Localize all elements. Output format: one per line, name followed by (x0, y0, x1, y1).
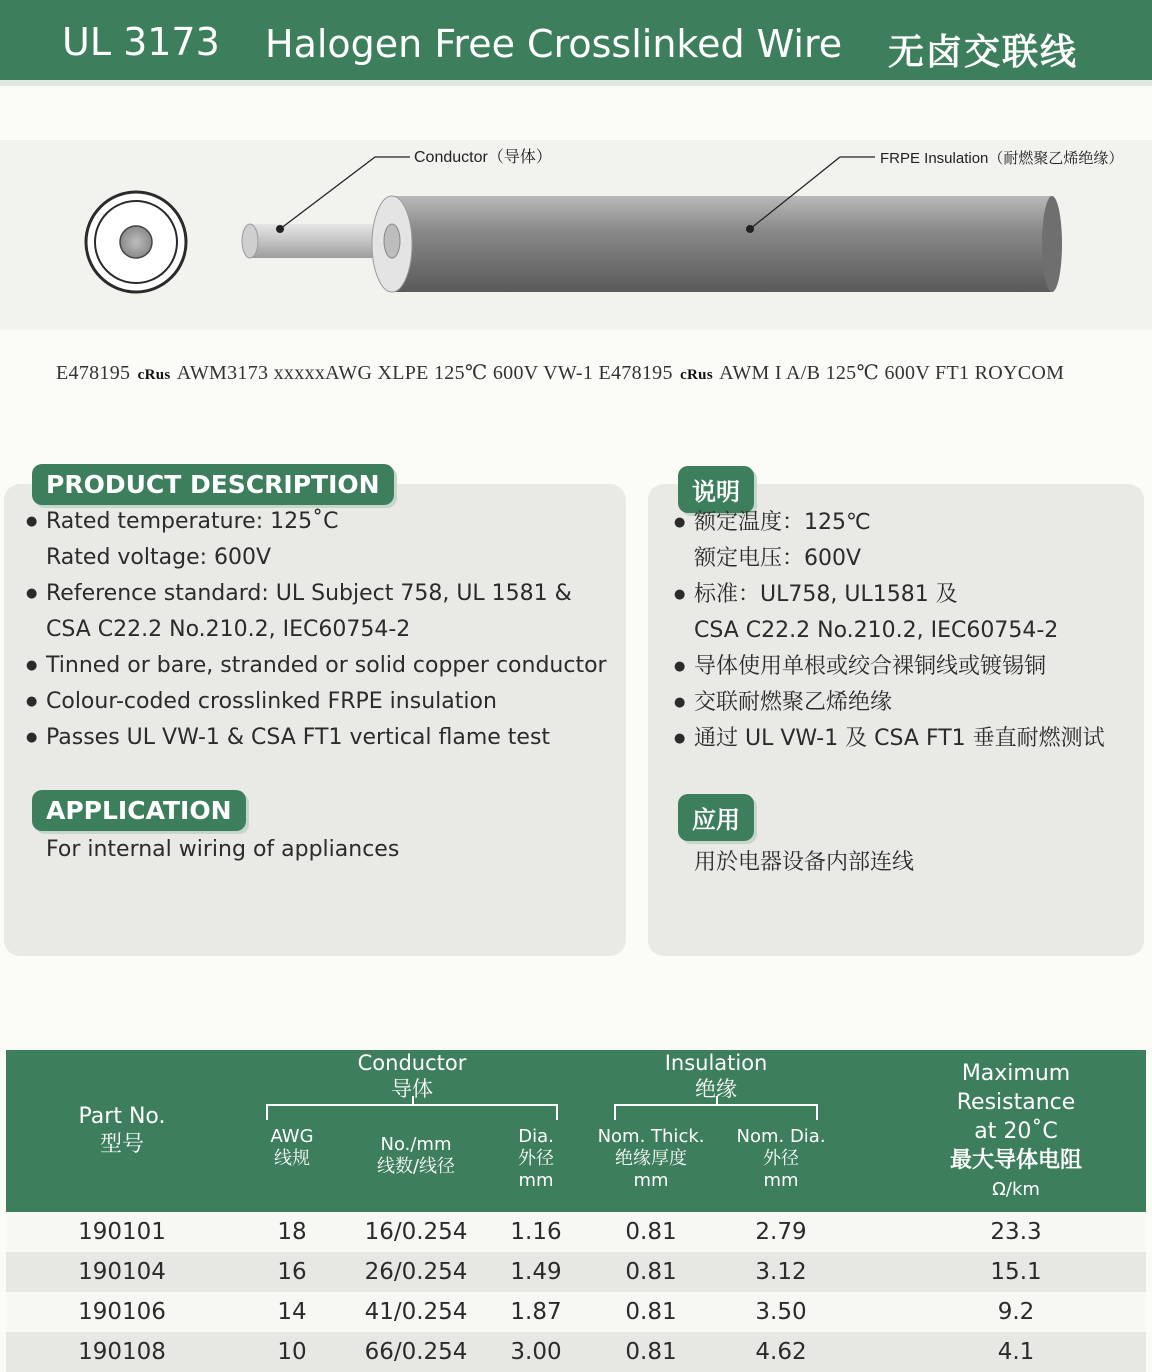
list-item: ● 交联耐燃聚乙烯绝缘 (678, 685, 1105, 721)
list-item: 额定电压：600V (694, 546, 862, 571)
ul-recognized-icon: cRus (137, 367, 171, 383)
table-row (6, 1252, 1146, 1292)
spacer-cell (846, 1332, 886, 1372)
part-no-cell: 190101 (6, 1212, 238, 1252)
list-item: ● 额定温度：125℃ (678, 505, 1105, 541)
dia-header: Dia. 外径 mm (486, 1120, 586, 1212)
cn-description-title: 说明 (678, 466, 754, 513)
resistance-cell: 23.3 (886, 1212, 1146, 1252)
wire-illustration (0, 140, 1152, 330)
nomm-cell: 26/0.254 (346, 1252, 486, 1292)
product-name-cn: 无卤交联线 (888, 32, 1079, 73)
nom-thick-cell: 0.81 (586, 1292, 716, 1332)
nom-thick-header: Nom. Thick. 绝缘厚度 mm (586, 1120, 716, 1212)
table-row (6, 1332, 1146, 1372)
dia-cell: 1.49 (486, 1252, 586, 1292)
nomm-header: No./mm 线数/线径 (346, 1120, 486, 1212)
list-item: ● 标准：UL758, UL1581 及 (678, 577, 1105, 613)
header-divider (0, 80, 1152, 86)
dia-cell: 1.16 (486, 1212, 586, 1252)
list-item: ● Passes UL VW-1 & CSA FT1 vertical flame test (30, 720, 607, 756)
list-item: ● Rated temperature: 125˚C (30, 504, 607, 540)
product-description-title: PRODUCT DESCRIPTION (32, 464, 394, 505)
conductor-header: Conductor 导体 (238, 1050, 586, 1120)
product-description-list (30, 504, 607, 756)
ul-recognized-icon-2: cRus (680, 367, 713, 383)
table-row (6, 1212, 1146, 1252)
spacer-cell (846, 1212, 886, 1252)
conductor-core (242, 224, 390, 258)
list-item: CSA C22.2 No.210.2, IEC60754-2 (694, 618, 1059, 643)
awg-cell: 10 (238, 1332, 346, 1372)
awg-header: AWG 线规 (238, 1120, 346, 1212)
cable-print-marking (56, 360, 1064, 385)
list-item: ● Tinned or bare, stranded or solid copper conductor (30, 648, 607, 684)
part-no-cell: 190108 (6, 1332, 238, 1372)
list-item: ● 通过 UL VW-1 及 CSA FT1 垂直耐燃测试 (678, 721, 1105, 757)
list-item: CSA C22.2 No.210.2, IEC60754-2 (46, 617, 411, 642)
spacer-cell (846, 1292, 886, 1332)
max-resistance-header: Maximum Resistance at 20˚C 最大导体电阻 Ω/km (886, 1050, 1146, 1212)
spec-table (6, 1050, 1146, 1372)
nomm-cell: 41/0.254 (346, 1292, 486, 1332)
nom-dia-cell: 3.12 (716, 1252, 846, 1292)
resistance-cell: 15.1 (886, 1252, 1146, 1292)
part-no-cell: 190106 (6, 1292, 238, 1332)
conductor-label: Conductor（导体） (414, 149, 552, 166)
spacer-cell (846, 1252, 886, 1292)
list-item: ● Reference standard: UL Subject 758, UL 1581 & (30, 576, 607, 612)
application-title: APPLICATION (32, 790, 246, 831)
awg-cell: 18 (238, 1212, 346, 1252)
nom-dia-cell: 3.50 (716, 1292, 846, 1332)
nom-dia-header: Nom. Dia. 外径 mm (716, 1120, 846, 1212)
cn-application-text: 用於电器设备内部连线 (694, 850, 915, 875)
table-row (6, 1292, 1146, 1332)
awg-cell: 14 (238, 1292, 346, 1332)
awg-cell: 16 (238, 1252, 346, 1292)
application-text: For internal wiring of appliances (46, 837, 400, 862)
product-name: Halogen Free Crosslinked Wire (265, 22, 843, 66)
marking-file-number: E478195 (56, 362, 131, 384)
cn-description-list (678, 505, 1105, 757)
spacer-header (846, 1050, 886, 1212)
marking-spec: AWM3173 xxxxxAWG XLPE 125℃ 600V VW-1 E478195 (176, 362, 673, 384)
nom-dia-cell: 4.62 (716, 1332, 846, 1372)
page-header (0, 0, 1152, 80)
marking-spec-2: AWM I A/B 125℃ 600V FT1 ROYCOM (719, 362, 1065, 384)
resistance-cell: 4.1 (886, 1332, 1146, 1372)
list-item: ● 导体使用单根或绞合裸铜线或镀锡铜 (678, 649, 1105, 685)
dia-cell: 3.00 (486, 1332, 586, 1372)
resistance-cell: 9.2 (886, 1292, 1146, 1332)
cross-section-icon (86, 192, 186, 292)
list-item: ● Colour-coded crosslinked FRPE insulation (30, 684, 607, 720)
model-number: UL 3173 (62, 20, 220, 64)
insulation-jacket (372, 196, 1062, 292)
nom-thick-cell: 0.81 (586, 1252, 716, 1292)
dia-cell: 1.87 (486, 1292, 586, 1332)
insulation-header: Insulation 绝缘 (586, 1050, 846, 1120)
wire-diagram (0, 140, 1152, 330)
list-item: Rated voltage: 600V (46, 545, 272, 570)
nom-thick-cell: 0.81 (586, 1332, 716, 1372)
insulation-label: FRPE Insulation（耐燃聚乙烯绝缘） (880, 150, 1124, 167)
part-no-header: Part No. 型号 (6, 1050, 238, 1212)
nom-thick-cell: 0.81 (586, 1212, 716, 1252)
nomm-cell: 16/0.254 (346, 1212, 486, 1252)
cn-application-title: 应用 (678, 794, 754, 841)
part-no-cell: 190104 (6, 1252, 238, 1292)
nomm-cell: 66/0.254 (346, 1332, 486, 1372)
nom-dia-cell: 2.79 (716, 1212, 846, 1252)
